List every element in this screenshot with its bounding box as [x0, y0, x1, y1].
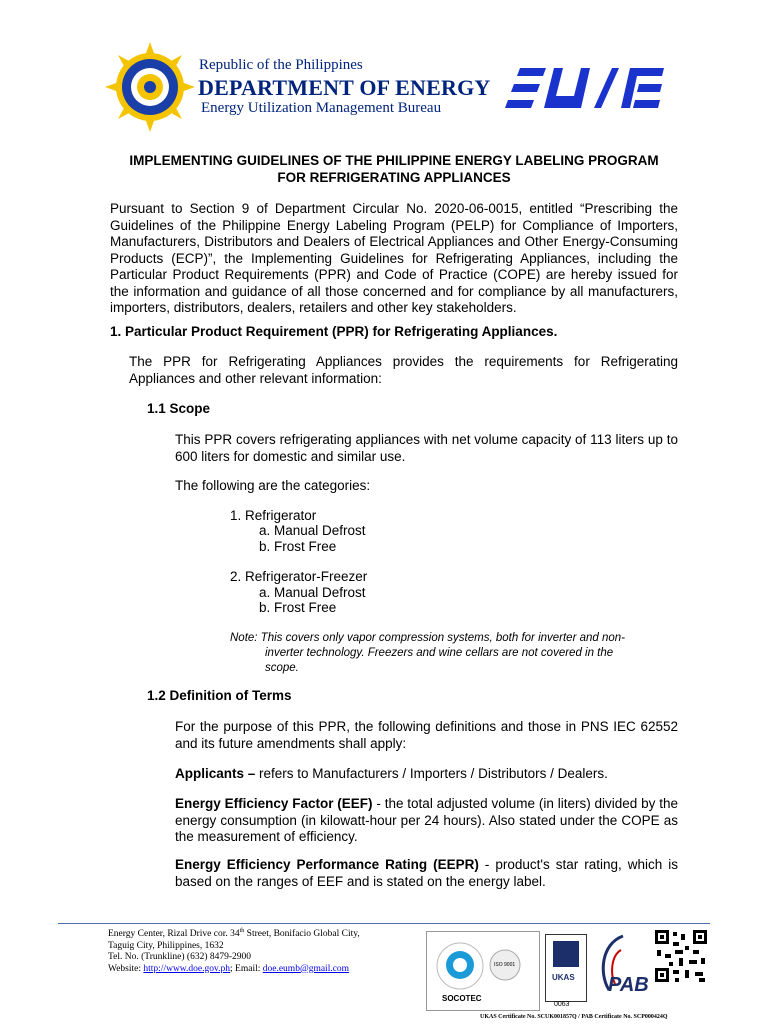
header-republic: Republic of the Philippines	[199, 57, 363, 73]
scope-note	[230, 631, 690, 676]
qr-code	[655, 930, 707, 982]
socotec-label: SOCOTEC	[442, 994, 482, 1003]
footer-address-line-2: Taguig City, Philippines, 1632	[108, 940, 224, 951]
ukas-badge	[545, 934, 587, 1008]
definition-eef-text: - the total adjusted volume (in liters) divided by the energy consumption (in kilowatt-hour per 24 hours). Also stated under the COPE as the measurement of efficiency.	[175, 796, 678, 844]
intro-paragraph: Pursuant to Section 9 of Department Circular No. 2020-06-0015, entitled “Prescribing the Guidelines of the Philippine Energy Labeling Program (PELP) for Compliance of Importers, Manufacturers, Distributors and Dealers of Electrical Appliances and Other Energy-Consuming Products (ECP)”, the Implementing Guidelines for Refrigerating Appliances, including the Particular Product Requirements (PPR) and Code of Practice (COPE) are hereby issued for the information and guidance of all those concerned and for compliance by all manufacturers, importers, distributors, dealers, retailers and other key stakeholders.	[110, 201, 678, 315]
header-bureau: Energy Utilization Management Bureau	[201, 100, 442, 116]
scope-note-line-3: scope.	[265, 662, 299, 674]
scope-body: This PPR covers refrigerating appliances with net volume capacity of 113 liters up to 600 liters for domestic and similar use.	[175, 432, 678, 464]
title-line-1: IMPLEMENTING GUIDELINES OF THE PHILIPPINE ENERGY LABELING PROGRAM	[129, 153, 659, 168]
socotec-iso-badge	[426, 931, 540, 1011]
eumb-logo	[502, 68, 670, 108]
definition-eef-term: Energy Efficiency Factor (EEF)	[175, 796, 373, 811]
section-1-body: The PPR for Refrigerating Appliances provides the requirements for Refrigerating Appliances and other relevant information:	[129, 354, 678, 386]
certificate-numbers: UKAS Certificate No. SCUK001857Q / PAB Certificate No. SCP000424Q	[480, 1014, 668, 1020]
definition-applicants-text: refers to Manufacturers / Importers / Distributors / Dealers.	[255, 766, 608, 781]
ukas-number: 0063	[554, 1001, 570, 1008]
definition-applicants-term: Applicants –	[175, 766, 256, 781]
definition-eef	[175, 796, 678, 846]
footer-divider	[58, 923, 710, 924]
pab-badge	[593, 930, 651, 1008]
category-refrigerator-freezer-manual-defrost: a. Manual Defrost	[259, 585, 366, 600]
footer-website-link[interactable]: http://www.doe.gov.ph	[143, 963, 231, 974]
footer-web-email: Website: http://www.doe.gov.ph; Email: doe.eumb@gmail.com	[108, 963, 350, 974]
definition-applicants	[175, 766, 678, 783]
scope-heading: 1.1 Scope	[147, 401, 211, 416]
iso-label: ISO 9001	[494, 962, 516, 968]
definition-eepr-text: - product's star rating, which is based on the ranges of EEF and is stated on the energy label.	[175, 857, 678, 889]
footer-address-line-1: Energy Center, Rizal Drive cor. 34th Street, Bonifacio Global City,	[108, 928, 360, 940]
categories-intro: The following are the categories:	[175, 478, 371, 493]
doe-seal-logo	[105, 42, 195, 132]
section-1-heading: 1. Particular Product Requirement (PPR) for Refrigerating Appliances.	[110, 324, 558, 339]
footer-email-link[interactable]: doe.eumb@gmail.com	[262, 963, 350, 974]
definitions-heading: 1.2 Definition of Terms	[147, 688, 292, 703]
footer-address	[108, 926, 360, 975]
category-refrigerator-freezer-frost-free: b. Frost Free	[259, 600, 337, 615]
pab-label: PAB	[608, 974, 649, 996]
scope-note-line-2: inverter technology. Freezers and wine cellars are not covered in the	[265, 647, 614, 659]
footer-tel: Tel. No. (Trunkline) (632) 8479-2900	[108, 952, 252, 963]
category-refrigerator-freezer: 2. Refrigerator-Freezer	[230, 569, 368, 584]
ukas-crown-icon	[553, 941, 579, 967]
category-refrigerator-manual-defrost: a. Manual Defrost	[259, 523, 366, 538]
header-department: DEPARTMENT OF ENERGY	[198, 75, 491, 100]
definitions-intro: For the purpose of this PPR, the following definitions and those in PNS IEC 62552 and its future amendments shall apply:	[175, 719, 678, 751]
title-line-2: FOR REFRIGERATING APPLIANCES	[277, 170, 511, 185]
ukas-label: UKAS	[552, 973, 575, 982]
definition-eepr-term: Energy Efficiency Performance Rating (EEPR)	[175, 857, 479, 872]
definition-eepr	[175, 857, 678, 890]
document-title	[80, 152, 708, 186]
category-refrigerator: 1. Refrigerator	[230, 508, 317, 523]
category-refrigerator-frost-free: b. Frost Free	[259, 539, 337, 554]
scope-note-line-1: Note: This covers only vapor compression systems, both for inverter and non-	[230, 632, 626, 644]
